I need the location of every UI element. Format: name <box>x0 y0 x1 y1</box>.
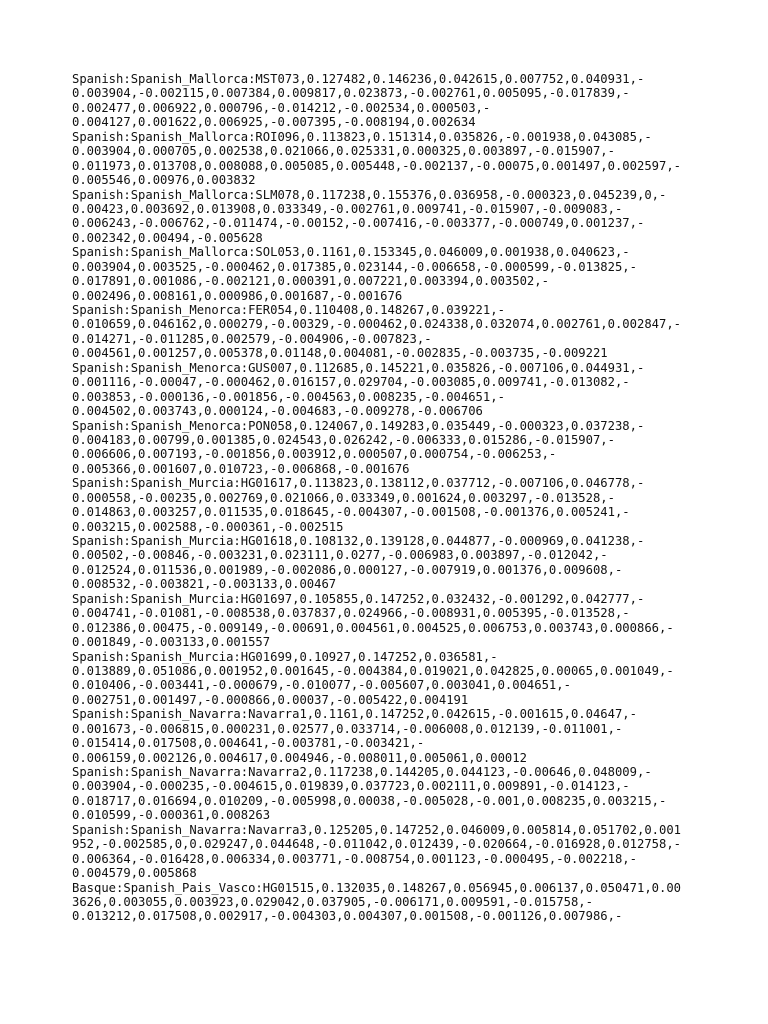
text-line: 0.002751,0.001497,-0.000866,0.00037,-0.005422,0.004191 <box>72 692 469 707</box>
text-line: 0.015414,0.017508,0.004641,-0.003781,-0.003421,- <box>72 736 425 751</box>
text-line: Spanish:Spanish_Mallorca:SOL053,0.1161,0.153345,0.046009,0.001938,0.040623,- <box>72 245 630 260</box>
text-line: 0.005366,0.001607,0.010723,-0.006868,-0.001676 <box>72 461 410 476</box>
text-line: 0.013889,0.051086,0.001952,0.001645,-0.004384,0.019021,0.042825,0.00065,0.001049,- <box>72 663 674 678</box>
text-line: 0.012386,0.00475,-0.009149,-0.00691,0.004561,0.004525,0.006753,0.003743,0.000866,- <box>72 620 674 635</box>
text-line: Spanish:Spanish_Mallorca:SLM078,0.117238,0.155376,0.036958,-0.000323,0.045239,0,- <box>72 187 667 202</box>
text-line: 0.010599,-0.000361,0.008263 <box>72 808 271 823</box>
text-line: 0.001116,-0.00047,-0.000462,0.016157,0.029704,-0.003085,0.009741,-0.013082,- <box>72 375 630 390</box>
text-line: 0.001673,-0.006815,0.000231,0.02577,0.033714,-0.006008,0.012139,-0.011001,- <box>72 721 623 736</box>
text-line: Spanish:Spanish_Murcia:HG01699,0.10927,0.147252,0.036581,- <box>72 649 498 664</box>
text-line: 0.003853,-0.000136,-0.001856,-0.004563,0.008235,-0.004651,- <box>72 389 505 404</box>
text-line: 0.017891,0.001086,-0.002121,0.000391,0.007221,0.003394,0.003502,- <box>72 274 549 289</box>
text-line: 0.011973,0.013708,0.008088,0.005085,0.005448,-0.002137,-0.00075,0.001497,0.002597,- <box>72 158 682 173</box>
text-line: 0.004183,0.00799,0.001385,0.024543,0.026242,-0.006333,0.015286,-0.015907,- <box>72 432 615 447</box>
text-line: 0.005546,0.00976,0.003832 <box>72 173 256 188</box>
text-line: 0.004561,0.001257,0.005378,0.01148,0.004081,-0.002835,-0.003735,-0.009221 <box>72 346 608 361</box>
text-line: Basque:Spanish_Pais_Vasco:HG01515,0.132035,0.148267,0.056945,0.006137,0.050471,0.00 <box>72 880 682 895</box>
text-line: Spanish:Spanish_Navarra:Navarra2,0.117238,0.144205,0.044123,-0.00646,0.048009,- <box>72 765 652 779</box>
text-line: 0.003215,0.002588,-0.000361,-0.002515 <box>72 519 344 534</box>
text-line: 0.006243,-0.006762,-0.011474,-0.00152,-0.007416,-0.003377,-0.000749,0.001237,- <box>72 216 645 231</box>
text-line: Spanish:Spanish_Menorca:GUS007,0.112685,0.145221,0.035826,-0.007106,0.044931,- <box>72 360 645 375</box>
text-line: 0.008532,-0.003821,-0.003133,0.00467 <box>72 577 337 592</box>
text-line: 0.006606,0.007193,-0.001856,0.003912,0.000507,0.000754,-0.006253,- <box>72 447 557 462</box>
text-line: 3626,0.003055,0.003923,0.029042,0.037905,-0.006171,0.009591,-0.015758,- <box>72 894 593 909</box>
text-line: 0.014863,0.003257,0.011535,0.018645,-0.004307,-0.001508,-0.001376,0.005241,- <box>72 505 630 520</box>
text-line: Spanish:Spanish_Menorca:PON058,0.124067,0.149283,0.035449,-0.000323,0.037238,- <box>72 418 645 433</box>
text-line: 0.014271,-0.011285,0.002579,-0.004906,-0.007823,- <box>72 331 432 346</box>
text-line: 0.004502,0.003743,0.000124,-0.004683,-0.009278,-0.006706 <box>72 404 483 419</box>
text-line: 0.004741,-0.01081,-0.008538,0.037837,0.024966,-0.008931,0.005395,-0.013528,- <box>72 606 630 621</box>
text-line: 0.006159,0.002126,0.004617,0.004946,-0.008011,0.005061,0.00012 <box>72 750 527 765</box>
text-line: 0.003904,-0.002115,0.007384,0.009817,0.023873,-0.002761,0.005095,-0.017839,- <box>72 86 630 101</box>
text-line: 0.010659,0.046162,0.000279,-0.00329,-0.000462,0.024338,0.032074,0.002761,0.002847,- <box>72 317 682 332</box>
text-line: 952,-0.002585,0,0.029247,0.044648,-0.011042,0.012439,-0.020664,-0.016928,0.012758,- <box>72 837 682 852</box>
text-line: Spanish:Spanish_Menorca:FER054,0.110408,0.148267,0.039221,- <box>72 303 505 317</box>
text-line: Spanish:Spanish_Murcia:HG01697,0.105855,0.147252,0.032432,-0.001292,0.042777,- <box>72 591 645 606</box>
text-line: 0.000558,-0.00235,0.002769,0.021066,0.033349,0.001624,0.003297,-0.013528,- <box>72 490 615 505</box>
text-line: Spanish:Spanish_Navarra:Navarra3,0.125205,0.147252,0.046009,0.005814,0.051702,0.001 <box>72 822 682 837</box>
text-line: 0.002477,0.006922,0.000796,-0.014212,-0.002534,0.000503,- <box>72 100 491 115</box>
text-line: 0.012524,0.011536,0.001989,-0.002086,0.000127,-0.007919,0.001376,0.009608,- <box>72 562 623 577</box>
text-line: 0.006364,-0.016428,0.006334,0.003771,-0.008754,0.001123,-0.000495,-0.002218,- <box>72 851 637 866</box>
text-line: 0.003904,0.003525,-0.000462,0.017385,0.023144,-0.006658,-0.000599,-0.013825,- <box>72 259 637 274</box>
text-line: 0.002342,0.00494,-0.005628 <box>72 230 263 245</box>
text-line: 0.010406,-0.003441,-0.000679,-0.010077,-0.005607,0.003041,0.004651,- <box>72 678 571 693</box>
text-line: 0.003904,0.000705,0.002538,0.021066,0.025331,0.000325,0.003897,-0.015907,- <box>72 144 615 159</box>
text-line: Spanish:Spanish_Murcia:HG01618,0.108132,0.139128,0.044877,-0.000969,0.041238,- <box>72 534 645 548</box>
text-line: 0.001849,-0.003133,0.001557 <box>72 635 271 650</box>
document-text-block <box>72 72 702 924</box>
text-line: Spanish:Spanish_Murcia:HG01617,0.113823,0.138112,0.037712,-0.007106,0.046778,- <box>72 476 645 491</box>
text-line: 0.002496,0.008161,0.000986,0.001687,-0.001676 <box>72 288 403 303</box>
text-line: 0.013212,0.017508,0.002917,-0.004303,0.004307,0.001508,-0.001126,0.007986,- <box>72 909 623 924</box>
text-line: 0.004579,0.005868 <box>72 866 197 881</box>
text-line: 0.003904,-0.000235,-0.004615,0.019839,0.037723,0.002111,0.009891,-0.014123,- <box>72 779 630 794</box>
text-line: Spanish:Spanish_Mallorca:MST073,0.127482,0.146236,0.042615,0.007752,0.040931,- <box>72 72 645 86</box>
text-line: Spanish:Spanish_Mallorca:ROI096,0.113823,0.151314,0.035826,-0.001938,0.043085,- <box>72 129 652 144</box>
text-line: 0.004127,0.001622,0.006925,-0.007395,-0.008194,0.002634 <box>72 115 476 130</box>
text-line: 0.018717,0.016694,0.010209,-0.005998,0.00038,-0.005028,-0.001,0.008235,0.003215,- <box>72 793 667 808</box>
text-line: 0.00423,0.003692,0.013908,0.033349,-0.002761,0.009741,-0.015907,-0.009083,- <box>72 201 623 216</box>
text-line: 0.00502,-0.00846,-0.003231,0.023111,0.0277,-0.006983,0.003897,-0.012042,- <box>72 548 608 563</box>
text-line: Spanish:Spanish_Navarra:Navarra1,0.1161,0.147252,0.042615,-0.001615,0.04647,- <box>72 707 637 722</box>
